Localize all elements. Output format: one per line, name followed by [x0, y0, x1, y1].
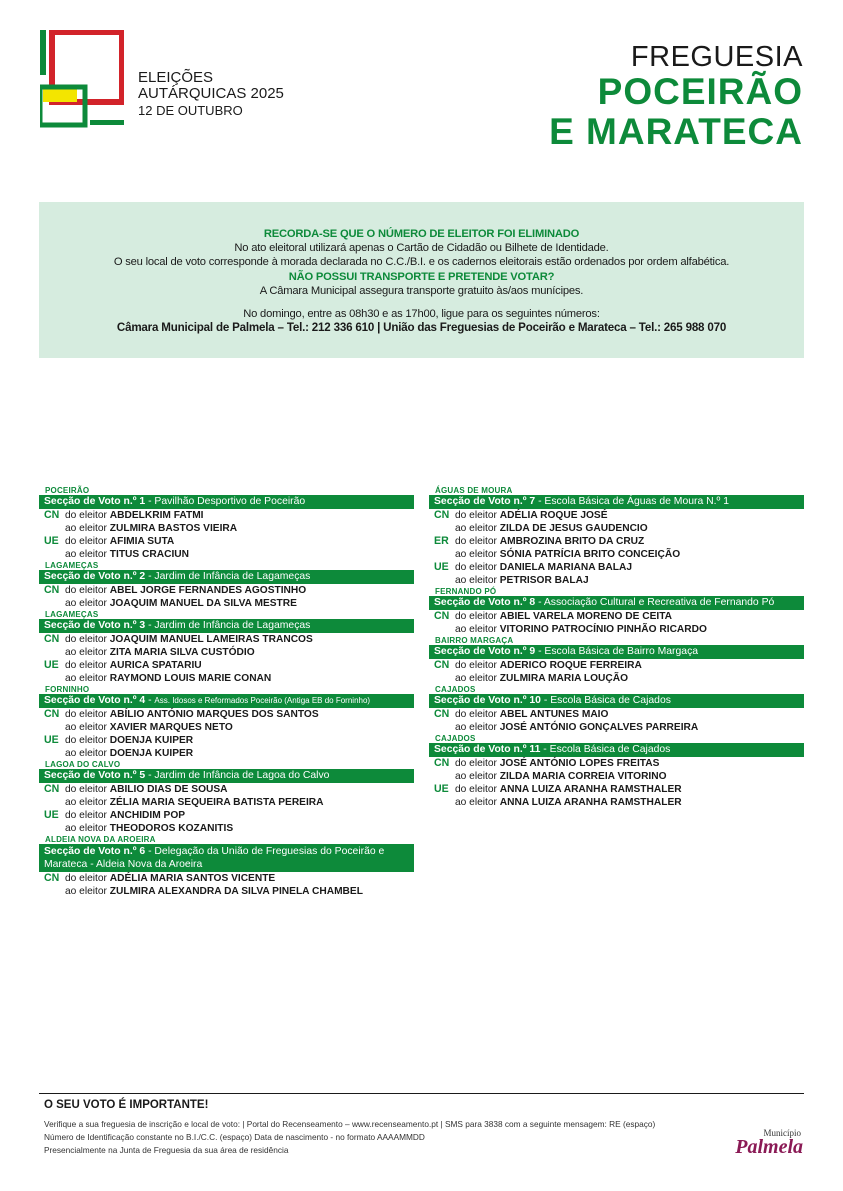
section-header: Secção de Voto n.º 3 - Jardim de Infância de Lagameças	[39, 619, 414, 633]
voter-range-row	[429, 770, 804, 783]
section-location: ÁGUAS DE MOURA	[435, 486, 513, 495]
voter-type-tag: CN	[44, 584, 60, 596]
voting-section	[39, 685, 414, 760]
voting-section	[429, 587, 804, 636]
voter-range-row	[39, 548, 414, 561]
sections-column-left	[39, 486, 414, 898]
section-location: POCEIRÃO	[45, 486, 90, 495]
info-id-notice: No ato eleitoral utilizará apenas o Cartão de Cidadão ou Bilhete de Identidade.	[234, 242, 609, 255]
voter-type-tag: UE	[434, 561, 449, 573]
voter-range-row	[429, 757, 804, 770]
voter-range-row	[39, 597, 414, 610]
voter-name: ANNA LUIZA ARANHA RAMSTHALER	[499, 797, 682, 808]
voter-name: VITORINO PATROCÍNIO PINHÃO RICARDO	[499, 624, 707, 635]
voter-name: TITUS CRACIUN	[109, 549, 189, 560]
voter-range-row	[39, 783, 414, 796]
footer-title: O SEU VOTO É IMPORTANTE!	[44, 1099, 209, 1111]
voter-range-row	[39, 822, 414, 835]
voting-section	[39, 760, 414, 835]
voter-type-tag: CN	[44, 633, 60, 645]
election-line-1: ELEIÇÕES	[138, 69, 214, 86]
voter-type-tag: ER	[434, 535, 449, 547]
voter-range-row	[429, 522, 804, 535]
voter-prefix: ao eleitor	[455, 549, 497, 560]
section-place: Associação Cultural e Recreativa de Fernando Pó	[543, 597, 775, 608]
section-place: Pavilhão Desportivo de Poceirão	[154, 496, 306, 507]
footer-line-3: Presencialmente na Junta de Freguesia da sua área de residência	[44, 1145, 289, 1155]
section-header: Secção de Voto n.º 7 - Escola Básica de Águas de Moura N.º 1	[429, 495, 804, 509]
voter-prefix: do eleitor	[65, 784, 107, 795]
election-date: 12 DE OUTUBRO	[138, 103, 243, 118]
voter-type-tag: UE	[44, 535, 59, 547]
section-location: ALDEIA NOVA DA AROEIRA	[45, 835, 156, 844]
brand-name: Palmela	[735, 1136, 803, 1158]
section-location: FORNINHO	[45, 685, 90, 694]
voter-range-row	[429, 509, 804, 522]
voter-prefix: do eleitor	[455, 536, 497, 547]
section-place: Ass. Idosos e Reformados Poceirão (Antiga EB do Forninho)	[154, 696, 371, 705]
voter-name: JOAQUIM MANUEL LAMEIRAS TRANCOS	[109, 634, 313, 645]
election-logo-icon	[40, 30, 124, 128]
election-title	[138, 70, 284, 119]
voter-range-row	[429, 610, 804, 623]
voter-range-row	[39, 734, 414, 747]
voter-name: PETRISOR BALAJ	[499, 575, 589, 586]
voter-name: ZULMIRA MARIA LOUÇÃO	[499, 673, 629, 684]
info-transport-question: NÃO POSSUI TRANSPORTE E PRETENDE VOTAR?	[288, 270, 555, 283]
section-location: CAJADOS	[435, 734, 476, 743]
voter-range-row	[429, 672, 804, 685]
section-header: Secção de Voto n.º 9 - Escola Básica de Bairro Margaça	[429, 645, 804, 659]
info-location-notice: O seu local de voto corresponde à morada declarada no C.C./B.I. e os cadernos eleitorais estão ordenados por ordem alfabética.	[113, 256, 730, 269]
voter-type-tag: CN	[434, 659, 450, 671]
voter-name: THEODOROS KOZANITIS	[109, 823, 234, 834]
section-header: Secção de Voto n.º 6 - Delegação da União de Freguesias do Poceirão e Marateca - Aldeia Nova da Aroeira	[39, 844, 414, 872]
voter-range-row	[39, 535, 414, 548]
voter-name: JOAQUIM MANUEL DA SILVA MESTRE	[109, 598, 297, 609]
parish-name-line-2: E MARATECA	[549, 111, 803, 152]
voter-type-tag: CN	[434, 610, 450, 622]
voter-range-row	[39, 747, 414, 760]
palmela-logo	[735, 1128, 803, 1156]
voter-range-row	[39, 809, 414, 822]
section-title: Secção de Voto n.º 1	[44, 496, 146, 507]
voter-type-tag: UE	[44, 809, 59, 821]
parish-label: FREGUESIA	[630, 41, 803, 73]
voter-range-row	[429, 783, 804, 796]
section-header: Secção de Voto n.º 10 - Escola Básica de Cajados	[429, 694, 804, 708]
voter-type-tag: CN	[44, 872, 60, 884]
voter-name: ADERICO ROQUE FERREIRA	[499, 660, 642, 671]
section-location: LAGAMEÇAS	[45, 610, 99, 619]
voter-prefix: ao eleitor	[65, 823, 107, 834]
voter-name: DOENJA KUIPER	[109, 735, 194, 746]
voter-name: ZULMIRA ALEXANDRA DA SILVA PINELA CHAMBEL	[109, 886, 363, 897]
voter-prefix: ao eleitor	[65, 647, 107, 658]
voter-type-tag: CN	[44, 783, 60, 795]
section-title: Secção de Voto n.º 5	[44, 770, 146, 781]
voting-section	[429, 685, 804, 734]
voter-prefix: do eleitor	[65, 810, 107, 821]
voter-name: AMBROZINA BRITO DA CRUZ	[499, 536, 645, 547]
voter-prefix: ao eleitor	[65, 797, 107, 808]
footer-line-2: Número de Identificação constante no B.I./C.C. (espaço) Data de nascimento - no formato AAAAMMDD	[44, 1132, 425, 1142]
voter-range-row	[429, 561, 804, 574]
voter-prefix: ao eleitor	[65, 673, 107, 684]
voter-prefix: ao eleitor	[455, 673, 497, 684]
section-header: Secção de Voto n.º 11 - Escola Básica de Cajados	[429, 743, 804, 757]
voter-prefix: do eleitor	[65, 709, 107, 720]
voter-prefix: ao eleitor	[455, 523, 497, 534]
voter-range-row	[429, 623, 804, 636]
sections-column-right	[429, 486, 804, 809]
voting-section	[39, 610, 414, 685]
footer-instructions	[44, 1118, 655, 1157]
voter-prefix: do eleitor	[65, 585, 107, 596]
voter-name: ZULMIRA BASTOS VIEIRA	[109, 523, 238, 534]
voter-name: SÓNIA PATRÍCIA BRITO CONCEIÇÃO	[499, 549, 681, 560]
voter-range-row	[39, 708, 414, 721]
section-header: Secção de Voto n.º 8 - Associação Cultural e Recreativa de Fernando Pó	[429, 596, 804, 610]
parish-name-line-1: POCEIRÃO	[597, 71, 803, 112]
voter-name: DANIELA MARIANA BALAJ	[499, 562, 633, 573]
voter-name: ABEL JORGE FERNANDES AGOSTINHO	[109, 585, 307, 596]
voter-name: ABDELKRIM FATMI	[109, 510, 204, 521]
voter-name: DOENJA KUIPER	[109, 748, 194, 759]
info-phone-numbers: Câmara Municipal de Palmela – Tel.: 212 336 610 | União das Freguesias de Poceirão e Marateca – Tel.: 265 988 070	[116, 321, 727, 335]
info-transport-notice: A Câmara Municipal assegura transporte gratuito às/aos munícipes.	[259, 284, 584, 297]
voter-prefix: do eleitor	[455, 660, 497, 671]
election-line-2: AUTÁRQUICAS 2025	[138, 85, 284, 102]
voter-range-row	[39, 796, 414, 809]
voter-range-row	[429, 535, 804, 548]
voter-type-tag: CN	[434, 708, 450, 720]
voter-prefix: do eleitor	[65, 660, 107, 671]
voter-type-tag: CN	[44, 509, 60, 521]
voter-range-row	[39, 885, 414, 898]
voter-type-tag: UE	[44, 659, 59, 671]
voter-prefix: ao eleitor	[65, 748, 107, 759]
voter-name: ZILDA MARIA CORREIA VITORINO	[499, 771, 667, 782]
info-phone-intro: No domingo, entre as 08h30 e as 17h00, ligue para os seguintes números:	[243, 308, 600, 321]
voter-range-row	[429, 659, 804, 672]
voter-prefix: do eleitor	[65, 510, 107, 521]
section-location: LAGOA DO CALVO	[45, 760, 121, 769]
section-place: Escola Básica de Águas de Moura N.º 1	[544, 496, 729, 507]
voter-name: AURICA SPATARIU	[109, 660, 202, 671]
voter-type-tag: UE	[434, 783, 449, 795]
voting-section	[39, 835, 414, 898]
section-title: Secção de Voto n.º 11	[434, 744, 541, 755]
section-place: Delegação da União de Freguesias do Poceirão e Marateca - Aldeia Nova da Aroeira	[44, 846, 385, 870]
voter-name: AFIMIA SUTA	[109, 536, 175, 547]
section-location: BAIRRO MARGAÇA	[435, 636, 514, 645]
voter-name: JOSÉ ANTÓNIO LOPES FREITAS	[499, 758, 660, 769]
voter-name: ZÉLIA MARIA SEQUEIRA BATISTA PEREIRA	[109, 797, 324, 808]
voting-section	[39, 486, 414, 561]
voter-range-row	[39, 872, 414, 885]
voter-prefix: do eleitor	[455, 611, 497, 622]
section-location: LAGAMEÇAS	[45, 561, 99, 570]
voter-type-tag: CN	[434, 509, 450, 521]
voter-prefix: ao eleitor	[455, 624, 497, 635]
section-title: Secção de Voto n.º 3	[44, 620, 146, 631]
voter-range-row	[429, 548, 804, 561]
voter-name: ABIEL VARELA MORENO DE CEITA	[499, 611, 673, 622]
voter-prefix: ao eleitor	[455, 722, 497, 733]
section-title: Secção de Voto n.º 6	[44, 846, 146, 857]
section-title: Secção de Voto n.º 8	[434, 597, 536, 608]
voter-range-row	[39, 659, 414, 672]
voter-type-tag: CN	[434, 757, 450, 769]
voter-range-row	[39, 721, 414, 734]
voter-name: ABÍLIO ANTÓNIO MARQUES DOS SANTOS	[109, 709, 319, 720]
voter-range-row	[429, 796, 804, 809]
voter-range-row	[429, 574, 804, 587]
voter-type-tag: CN	[44, 708, 60, 720]
section-place: Jardim de Infância de Lagameças	[154, 620, 311, 631]
section-title: Secção de Voto n.º 7	[434, 496, 536, 507]
section-place: Escola Básica de Bairro Margaça	[544, 646, 699, 657]
voter-name: ADÉLIA ROQUE JOSÉ	[499, 510, 608, 521]
voter-prefix: do eleitor	[455, 562, 497, 573]
voting-section	[429, 734, 804, 809]
footer-line-1: Verifique a sua freguesia de inscrição e local de voto: | Portal do Recenseamento – www.recenseamento.pt | SMS para 3838 com a seguinte mensagem: RE (espaço)	[44, 1119, 656, 1129]
voter-type-tag: UE	[44, 734, 59, 746]
voter-name: ZILDA DE JESUS GAUDENCIO	[499, 523, 648, 534]
voter-range-row	[39, 584, 414, 597]
section-location: FERNANDO PÓ	[435, 587, 497, 596]
voter-prefix: ao eleitor	[65, 549, 107, 560]
voter-prefix: do eleitor	[455, 758, 497, 769]
section-place: Escola Básica de Cajados	[549, 744, 671, 755]
voter-range-row	[39, 522, 414, 535]
voter-prefix: ao eleitor	[65, 886, 107, 897]
info-box	[39, 202, 804, 358]
voter-range-row	[39, 633, 414, 646]
voter-range-row	[429, 708, 804, 721]
voter-name: ADÉLIA MARIA SANTOS VICENTE	[109, 873, 276, 884]
section-title: Secção de Voto n.º 4	[44, 695, 146, 706]
voter-range-row	[39, 509, 414, 522]
voter-prefix: ao eleitor	[65, 523, 107, 534]
voter-prefix: do eleitor	[65, 536, 107, 547]
voting-section	[429, 636, 804, 685]
voter-name: RAYMOND LOUIS MARIE CONAN	[109, 673, 272, 684]
voting-section	[429, 486, 804, 587]
voter-range-row	[429, 721, 804, 734]
section-title: Secção de Voto n.º 10	[434, 695, 541, 706]
voter-name: ANNA LUIZA ARANHA RAMSTHALER	[499, 784, 682, 795]
section-title: Secção de Voto n.º 2	[44, 571, 146, 582]
brand-small: Município	[763, 1128, 801, 1138]
section-header: Secção de Voto n.º 2 - Jardim de Infância de Lagameças	[39, 570, 414, 584]
voter-prefix: do eleitor	[65, 634, 107, 645]
parish-title	[549, 42, 803, 152]
voter-prefix: ao eleitor	[65, 722, 107, 733]
voter-name: ABILIO DIAS DE SOUSA	[109, 784, 228, 795]
voter-name: JOSÉ ANTÓNIO GONÇALVES PARREIRA	[499, 722, 699, 733]
voting-section	[39, 561, 414, 610]
info-voter-number-notice: RECORDA-SE QUE O NÚMERO DE ELEITOR FOI ELIMINADO	[263, 228, 580, 240]
voter-range-row	[39, 672, 414, 685]
voter-prefix: ao eleitor	[455, 771, 497, 782]
section-place: Jardim de Infância de Lagameças	[154, 571, 311, 582]
voter-name: XAVIER MARQUES NETO	[109, 722, 233, 733]
section-header: Secção de Voto n.º 4 - Ass. Idosos e Reformados Poceirão (Antiga EB do Forninho)	[39, 694, 414, 708]
voter-prefix: do eleitor	[455, 709, 497, 720]
voter-range-row	[39, 646, 414, 659]
voter-name: ZITA MARIA SILVA CUSTÓDIO	[109, 647, 255, 658]
section-header: Secção de Voto n.º 5 - Jardim de Infância de Lagoa do Calvo	[39, 769, 414, 783]
section-header: Secção de Voto n.º 1 - Pavilhão Desportivo de Poceirão	[39, 495, 414, 509]
voter-prefix: do eleitor	[455, 784, 497, 795]
voter-name: ABEL ANTUNES MAIO	[499, 709, 609, 720]
voter-prefix: do eleitor	[455, 510, 497, 521]
voter-prefix: do eleitor	[65, 873, 107, 884]
voter-prefix: ao eleitor	[455, 575, 497, 586]
section-place: Jardim de Infância de Lagoa do Calvo	[154, 770, 330, 781]
voter-name: ANCHIDIM POP	[109, 810, 186, 821]
voter-prefix: do eleitor	[65, 735, 107, 746]
section-place: Escola Básica de Cajados	[550, 695, 671, 706]
voter-prefix: ao eleitor	[65, 598, 107, 609]
section-title: Secção de Voto n.º 9	[434, 646, 536, 657]
section-location: CAJADOS	[435, 685, 476, 694]
voter-prefix: ao eleitor	[455, 797, 497, 808]
footer-divider	[39, 1093, 804, 1094]
